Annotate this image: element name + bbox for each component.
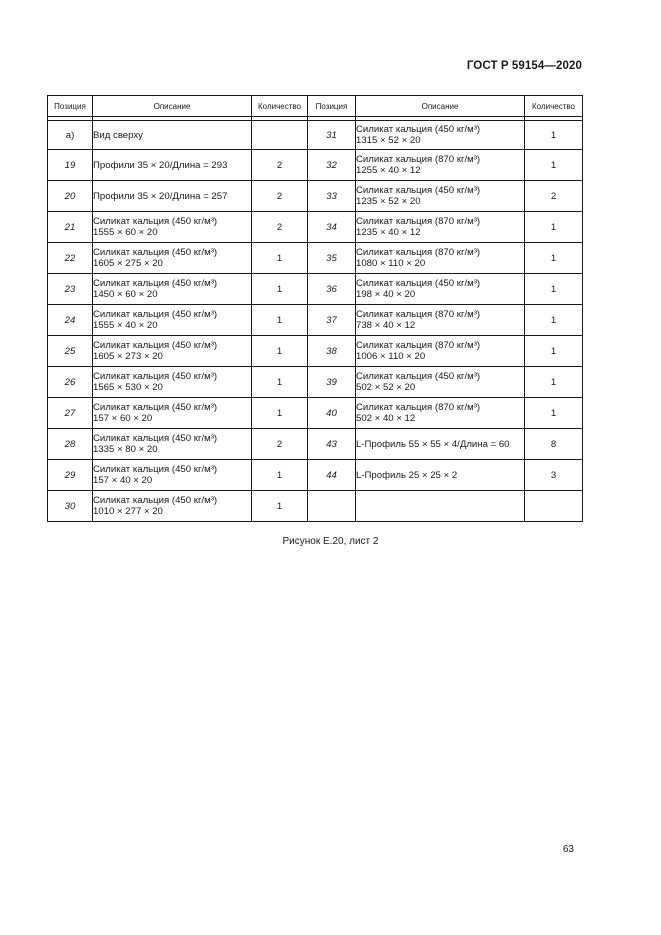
quantity-cell: 3 (525, 460, 583, 491)
quantity-cell: 2 (252, 150, 308, 181)
table-row (48, 274, 583, 305)
description-line: 1605 × 275 × 20 (93, 258, 163, 269)
document-number: ГОСТ Р 59154—2020 (466, 60, 582, 72)
position-cell: 24 (48, 305, 93, 336)
quantity-cell: 1 (525, 274, 583, 305)
header-quantity: Количество (525, 96, 583, 117)
description-line: Силикат кальция (450 кг/м³) (93, 402, 218, 413)
position-cell: 26 (48, 367, 93, 398)
quantity-cell (525, 491, 583, 522)
header-description: Описание (356, 96, 525, 117)
table-row (48, 212, 583, 243)
description-line: Силикат кальция (870 кг/м³) (356, 340, 481, 351)
description-line: 1010 × 277 × 20 (93, 506, 163, 517)
description-line: 1565 × 530 × 20 (93, 382, 163, 393)
description-line: 1235 × 52 × 20 (356, 196, 421, 207)
position-cell: 27 (48, 398, 93, 429)
position-cell: 25 (48, 336, 93, 367)
quantity-cell: 1 (525, 336, 583, 367)
description-cell (93, 336, 252, 367)
description-cell (356, 121, 525, 150)
description-line: Силикат кальция (450 кг/м³) (356, 278, 481, 289)
page-number: 63 (562, 844, 574, 855)
position-cell: 20 (48, 181, 93, 212)
table-body (48, 121, 583, 522)
description-line: 738 × 40 × 12 (356, 320, 416, 331)
description-line: Силикат кальция (450 кг/м³) (93, 247, 218, 258)
description-line: 1335 × 80 × 20 (93, 444, 158, 455)
description-line: Силикат кальция (450 кг/м³) (93, 309, 218, 320)
quantity-cell: 1 (525, 305, 583, 336)
quantity-cell: 1 (525, 243, 583, 274)
quantity-cell: 8 (525, 429, 583, 460)
description-line: Силикат кальция (450 кг/м³) (356, 371, 481, 382)
position-cell: 23 (48, 274, 93, 305)
description-cell (93, 181, 252, 212)
quantity-cell: 2 (252, 181, 308, 212)
description-line: Силикат кальция (450 кг/м³) (93, 433, 218, 444)
description-cell (356, 429, 525, 460)
header-quantity: Количество (252, 96, 308, 117)
description-line: 1235 × 40 × 12 (356, 227, 421, 238)
description-cell (93, 243, 252, 274)
description-line: 1450 × 60 × 20 (93, 289, 158, 300)
description-line: Силикат кальция (870 кг/м³) (356, 216, 481, 227)
description-cell (93, 212, 252, 243)
description-line: Силикат кальция (450 кг/м³) (93, 340, 218, 351)
quantity-cell: 1 (252, 336, 308, 367)
quantity-cell: 2 (252, 212, 308, 243)
position-cell: 37 (308, 305, 356, 336)
table-row (48, 243, 583, 274)
position-cell: 35 (308, 243, 356, 274)
position-cell (308, 491, 356, 522)
position-cell: 33 (308, 181, 356, 212)
description-line: 1605 × 273 × 20 (93, 351, 163, 362)
description-cell (356, 491, 525, 522)
quantity-cell: 1 (252, 398, 308, 429)
table-row (48, 491, 583, 522)
description-line: Вид сверху (93, 129, 143, 141)
quantity-cell: 2 (525, 181, 583, 212)
description-cell (356, 181, 525, 212)
description-line: Силикат кальция (450 кг/м³) (93, 464, 218, 475)
description-line: Силикат кальция (870 кг/м³) (356, 309, 481, 320)
description-cell (356, 274, 525, 305)
quantity-cell: 1 (525, 212, 583, 243)
description-cell (356, 367, 525, 398)
table-row (48, 336, 583, 367)
description-line: Силикат кальция (450 кг/м³) (93, 216, 218, 227)
figure-caption: Рисунок Е.20, лист 2 (282, 536, 379, 547)
quantity-cell: 1 (525, 150, 583, 181)
header-position: Позиция (308, 96, 356, 117)
description-cell (93, 367, 252, 398)
position-cell: 38 (308, 336, 356, 367)
position-cell: 44 (308, 460, 356, 491)
description-line: 1006 × 110 × 20 (356, 351, 426, 362)
table-row (48, 460, 583, 491)
table-row (48, 121, 583, 150)
position-cell: 34 (308, 212, 356, 243)
table-header-row (48, 96, 583, 117)
quantity-cell: 1 (252, 305, 308, 336)
description-line: Профили 35 × 20/Длина = 293 (93, 159, 228, 171)
table-row (48, 150, 583, 181)
description-cell (356, 460, 525, 491)
description-cell (356, 398, 525, 429)
quantity-cell: 1 (252, 243, 308, 274)
description-line: 502 × 52 × 20 (356, 382, 416, 393)
description-line: 157 × 60 × 20 (93, 413, 153, 424)
position-cell: 29 (48, 460, 93, 491)
description-cell (93, 305, 252, 336)
description-line: Силикат кальция (870 кг/м³) (356, 154, 481, 165)
position-cell: 30 (48, 491, 93, 522)
position-cell: 36 (308, 274, 356, 305)
position-cell: 40 (308, 398, 356, 429)
description-cell (93, 398, 252, 429)
description-line: 157 × 40 × 20 (93, 475, 153, 486)
position-cell: 32 (308, 150, 356, 181)
quantity-cell: 1 (252, 460, 308, 491)
description-line: 1555 × 60 × 20 (93, 227, 158, 238)
quantity-cell: 1 (525, 398, 583, 429)
description-line: Силикат кальция (870 кг/м³) (356, 402, 481, 413)
position-cell: 19 (48, 150, 93, 181)
description-cell (93, 429, 252, 460)
description-cell (356, 305, 525, 336)
table-row (48, 367, 583, 398)
position-cell: 31 (308, 121, 356, 150)
description-line: 502 × 40 × 12 (356, 413, 416, 424)
position-cell: а) (48, 121, 93, 150)
quantity-cell: 1 (525, 367, 583, 398)
description-line: Силикат кальция (450 кг/м³) (356, 124, 481, 135)
description-cell (93, 491, 252, 522)
table-row (48, 398, 583, 429)
description-cell (356, 243, 525, 274)
position-cell: 21 (48, 212, 93, 243)
description-line: 1315 × 52 × 20 (356, 135, 421, 146)
description-cell (93, 460, 252, 491)
description-cell (93, 121, 252, 150)
description-cell (356, 336, 525, 367)
description-line: 1555 × 40 × 20 (93, 320, 158, 331)
header-position: Позиция (48, 96, 93, 117)
quantity-cell: 1 (252, 274, 308, 305)
table-row (48, 305, 583, 336)
description-line: Силикат кальция (450 кг/м³) (93, 371, 218, 382)
description-line: L-Профиль 55 × 55 × 4/Длина = 60 (356, 438, 510, 450)
position-cell: 43 (308, 429, 356, 460)
spec-table (47, 95, 583, 522)
description-line: Силикат кальция (450 кг/м³) (93, 495, 218, 506)
description-cell (356, 212, 525, 243)
description-line: Профили 35 × 20/Длина = 257 (93, 190, 228, 202)
description-cell (93, 274, 252, 305)
quantity-cell: 1 (252, 491, 308, 522)
position-cell: 39 (308, 367, 356, 398)
description-cell (356, 150, 525, 181)
quantity-cell: 1 (525, 121, 583, 150)
description-line: Силикат кальция (450 кг/м³) (93, 278, 218, 289)
description-line: L-Профиль 25 × 25 × 2 (356, 469, 458, 481)
description-line: Силикат кальция (870 кг/м³) (356, 247, 481, 258)
quantity-cell (252, 121, 308, 150)
table-row (48, 181, 583, 212)
description-line: 198 × 40 × 20 (356, 289, 416, 300)
position-cell: 28 (48, 429, 93, 460)
quantity-cell: 2 (252, 429, 308, 460)
header-description: Описание (93, 96, 252, 117)
description-line: Силикат кальция (450 кг/м³) (356, 185, 481, 196)
description-line: 1255 × 40 × 12 (356, 165, 421, 176)
table-row (48, 429, 583, 460)
description-cell (93, 150, 252, 181)
description-line: 1080 × 110 × 20 (356, 258, 426, 269)
quantity-cell: 1 (252, 367, 308, 398)
position-cell: 22 (48, 243, 93, 274)
